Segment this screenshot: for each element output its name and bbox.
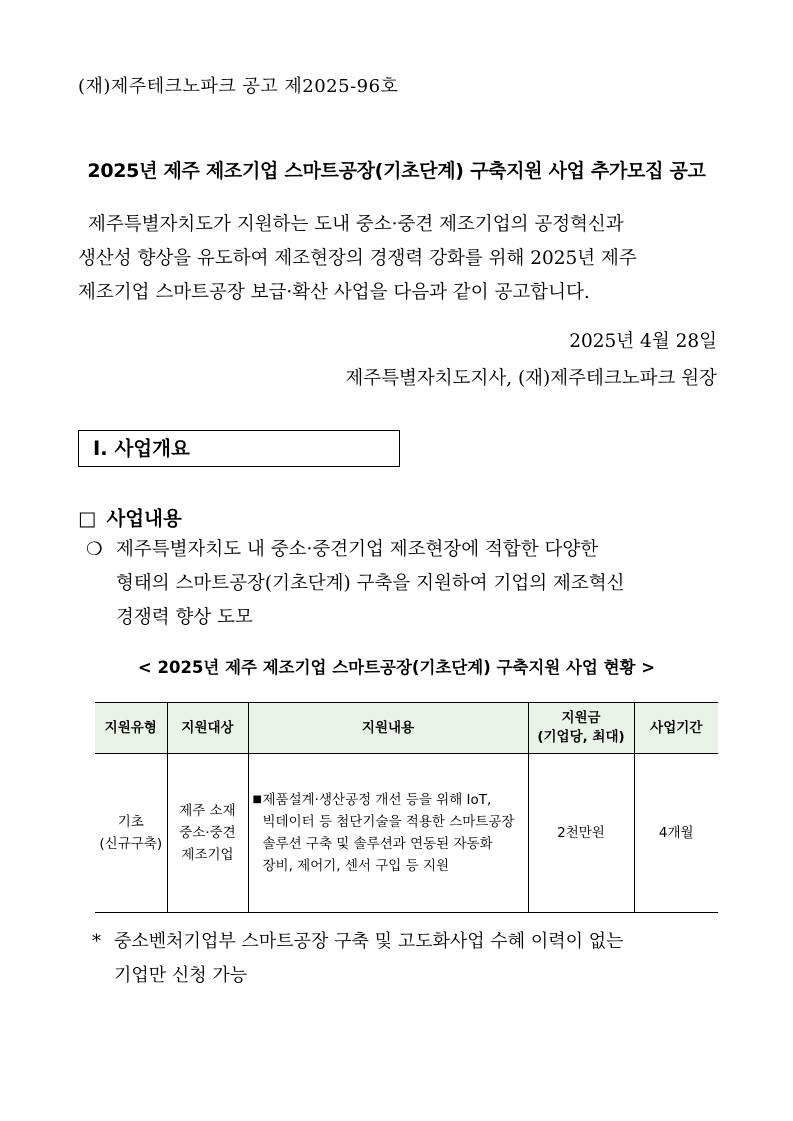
intro-line: 제조기업 스마트공장 보급·확산 사업을 다음과 같이 공고합니다.	[78, 282, 590, 303]
header-amount	[528, 703, 634, 754]
header-period: 사업기간	[634, 703, 718, 754]
intro-line: 제주특별자치도가 지원하는 도내 중소·중견 제조기업의 공정혁신과	[88, 214, 624, 235]
bullet-item	[86, 533, 718, 635]
table-caption: < 2025년 제주 제조기업 스마트공장(기초단계) 구축지원 사업 현황 >	[137, 658, 656, 677]
support-table	[95, 702, 718, 913]
intro-paragraph	[78, 208, 718, 310]
cell-content	[248, 754, 528, 913]
content-line: 제품설계·생산공정 개선 등을 위해 IoT,	[262, 792, 492, 808]
header-target: 지원대상	[167, 703, 248, 754]
footnote-line: 중소벤처기업부 스마트공장 구축 및 고도화사업 수혜 이력이 없는	[114, 931, 624, 952]
square-bullet-icon: □	[78, 507, 97, 530]
subsection-heading	[78, 503, 182, 531]
filled-square-icon: ■	[252, 794, 262, 805]
content-line: 솔루션 구축 및 솔루션과 연동된 자동화	[262, 836, 493, 852]
notice-number: (재)제주테크노파크 공고 제2025-96호	[78, 76, 399, 97]
bullet-text	[116, 533, 718, 635]
cell-target-line: 제주 소재	[179, 803, 236, 819]
header-type: 지원유형	[95, 703, 167, 754]
cell-period: 4개월	[634, 754, 718, 913]
cell-amount: 2천만원	[528, 754, 634, 913]
bullet-line: 경쟁력 향상 도모	[116, 607, 253, 628]
table-row	[95, 754, 718, 913]
notice-date: 2025년 4월 28일	[569, 331, 717, 352]
issuer: 제주특별자치도지사, (재)제주테크노파크 원장	[345, 368, 717, 389]
subsection-title: 사업내용	[106, 507, 182, 530]
bullet-line: 형태의 스마트공장(기초단계) 구축을 지원하여 기업의 제조혁신	[116, 573, 625, 594]
circle-bullet-icon: ❍	[86, 539, 103, 560]
intro-line: 생산성 향상을 유도하여 제조현장의 경쟁력 강화를 위해 2025년 제주	[78, 248, 637, 269]
cell-target-line: 제조기업	[181, 847, 234, 863]
cell-target-line: 중소·중견	[179, 825, 236, 841]
header-amount-line: (기업당, 최대)	[537, 729, 625, 745]
footnote-text	[114, 925, 718, 993]
bullet-line: 제주특별자치도 내 중소·중견기업 제조현장에 적합한 다양한	[116, 539, 599, 560]
content-line: 장비, 제어기, 센서 구입 등 지원	[262, 858, 450, 874]
header-content: 지원내용	[248, 703, 528, 754]
footnote	[92, 925, 718, 993]
cell-type-line: (신규구축)	[99, 836, 163, 852]
footnote-line: 기업만 신청 가능	[114, 965, 248, 986]
content-text	[263, 789, 515, 877]
asterisk-icon: *	[92, 931, 101, 952]
content-item	[253, 789, 524, 877]
cell-type	[95, 754, 167, 913]
content-line: 빅데이터 등 첨단기술을 적용한 스마트공장	[262, 814, 515, 830]
table-header-row	[95, 703, 718, 754]
document-title: 2025년 제주 제조기업 스마트공장(기초단계) 구축지원 사업 추가모집 공고	[87, 160, 706, 182]
cell-target	[167, 754, 248, 913]
section-heading: Ⅰ. 사업개요	[78, 430, 400, 467]
cell-type-line: 기초	[117, 814, 144, 830]
header-amount-line: 지원금	[561, 710, 601, 726]
